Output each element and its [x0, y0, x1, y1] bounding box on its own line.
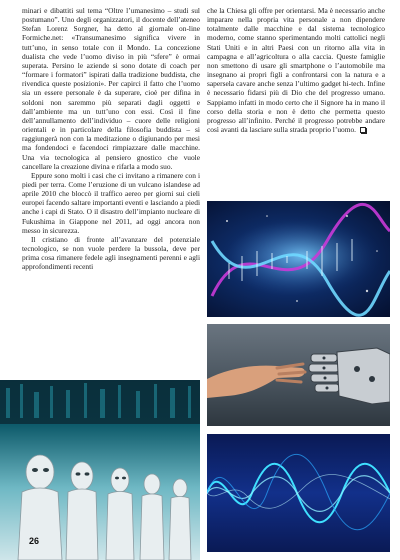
article-paragraph: Il cristiano di fronte all’avanzare del potenziale tecnologico, se non vuole perdere la bussola, deve per prima cosa rimanere fedele agli insegnamenti perenni e agli approfondimenti recenti [22, 234, 200, 272]
humanoid-robots-illustration [0, 380, 200, 560]
sound-wave-illustration [207, 434, 390, 552]
humanoid-robots-image [0, 380, 200, 560]
human-and-robot-hand-illustration [207, 324, 390, 426]
article-left-column [22, 6, 200, 272]
page-number: 26 [29, 536, 40, 546]
article-paragraph: Eppure sono molti i casi che ci invitano a rimanere con i piedi per terra. Come l’eruzione di un vulcano islandese ad aprile 2010 che bloccò il traffico aereo per giorni sui cieli europei facendo saltare importanti eventi e lasciando a piedi anche i capi di Stato. O il disastro dell’impianto nucleare di Fukushima in Giappone nel 2011, ad oggi ancora non messo in sicurezza. [22, 170, 200, 235]
end-of-article-icon [360, 127, 366, 133]
article-paragraph [207, 6, 385, 134]
dna-helix-image [207, 201, 390, 317]
article-paragraph-text: che la Chiesa gli offre per orientarsi. Ma è necessario anche imparare nella propria vita personale a non dipendere totalmente dalle macchine e dal sistema tecnologico moderno, come stanno sperimentando molti cattolici negli Stati Uniti e in altri Paesi con un ritorno alla vita in campagna e all’agricoltura o alla caccia. Queste famiglie non smettono di usare gli smartphone o l’automobile ma insegnano ai propri figli a confrontarsi con la natura e a sapersela cavare anche senza l’ultimo gadget hi-tech. Infine è necessario fidarsi più di Dio che del progresso umano. Sappiamo infatti in modo certo che il Signore ha in mano il corso della storia e non è detto che permetta questo progresso all’infinito. Perché il progresso potrebbe andare così avanti da lasciare sulla strada proprio l’uomo. [207, 6, 385, 135]
article-right-column [207, 6, 385, 134]
human-robot-hands-image [207, 324, 390, 426]
sound-wave-image [207, 434, 390, 552]
article-paragraph: minari e dibattiti sul tema “Oltre l’umanesimo – studi sul postumano”. Uno degli organizzatori, il docente dell’ateneo Stefan Lorenz Sorgner, ha detto al giornale on-line Formiche.net: «Transumanesimo significa vivere in tutt’uno, in senso totale con il Mondo. La concezione dualista che vede l’uomo diviso in più “sfere” è ormai superata. Persino le aziende si sono dotate di coach per “formare i formatori” ispirati dalla tradizione buddista, che rivendica queste posizioni». Per capirci il fatto che l’uomo sia un essere personale è da superare, cioè per difina in soldoni non saremmo più separati dagli oggetti e dall’ambiente ma un tutt’uno con essi. Così il fine dell’annullamento dell’individuo – cuore delle religioni orientali e in particolare della filosofia buddista – si raggiungerà non con la meditazione o digiunando per mesi ma fondendoci e facendoci rimpiazzare dalle macchine. Una via tecnologica al pensiero gnostico che vuole cancellare la creazione divina e rifarla a modo suo. [22, 6, 200, 171]
dna-helix-illustration [207, 201, 390, 317]
